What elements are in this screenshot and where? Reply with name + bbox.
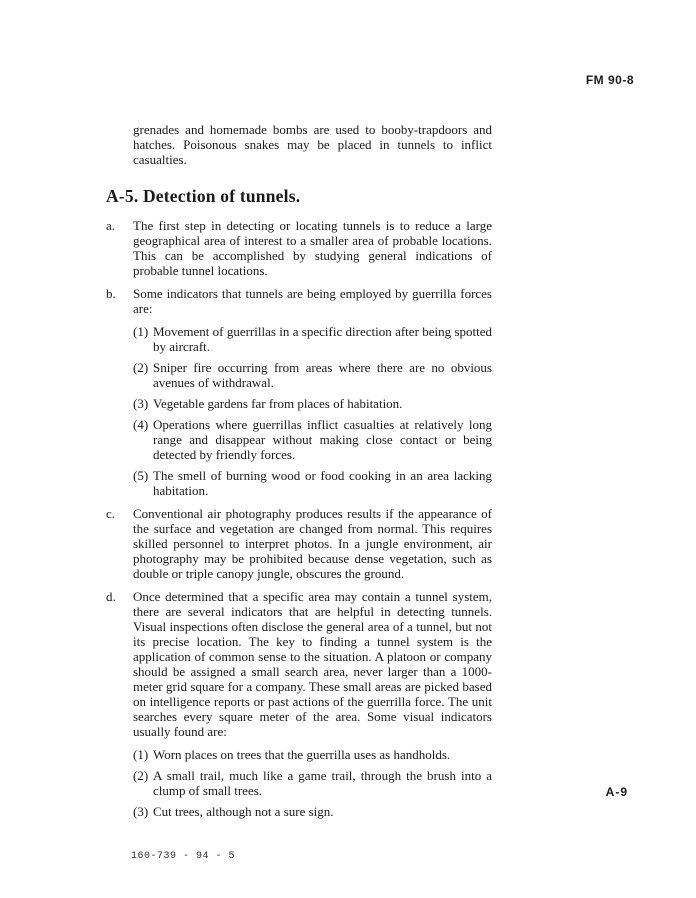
sublist-number: (3) (133, 396, 149, 411)
sublist-text: Worn places on trees that the guerrilla uses as handholds. (153, 747, 451, 762)
sublist-item (133, 396, 492, 411)
sublist-number: (1) (133, 747, 149, 762)
section-heading: A-5. Detection of tunnels. (106, 186, 301, 206)
sublist-number: (1) (133, 324, 149, 339)
sublist-item (133, 360, 492, 390)
print-code: 160-739 - 94 - 5 (131, 851, 236, 862)
item-text: Once determined that a specific area may contain a tunnel system, there are several indicators that are helpful in detecting tunnels. Visual inspections often disclose the general area of a tunnel, but not its precise location. The key to finding a tunnel system is the application of common sense to the situation. A platoon or company should be assigned a small search area, never larger than a 1000-meter grid square for a company. These small areas are picked based on intelligence reports or past actions of the guerrilla force. The unit searches every square meter of the area. Some visual indicators usually found are: (133, 589, 492, 739)
sublist (133, 747, 492, 819)
list-item-c (106, 506, 492, 581)
sublist-item (133, 747, 492, 762)
page-number: A-9 (605, 785, 628, 799)
sublist-item (133, 768, 492, 798)
list-item-a (106, 218, 492, 278)
sublist-text: Vegetable gardens far from places of habitation. (153, 396, 403, 411)
page-content (106, 122, 492, 827)
sublist-text: A small trail, much like a game trail, through the brush into a clump of small trees. (153, 768, 492, 798)
item-letter: c. (106, 506, 116, 521)
sublist-text: Operations where guerrillas inflict casualties at relatively long range and disappear without making close contact or being detected by friendly forces. (153, 417, 492, 462)
sublist-text: The smell of burning wood or food cooking in an area lacking habitation. (153, 468, 492, 498)
sublist-number: (3) (133, 804, 149, 819)
item-text: Some indicators that tunnels are being employed by guerrilla forces are: (133, 286, 492, 316)
sublist-number: (2) (133, 768, 149, 783)
list-item-b (106, 286, 492, 498)
item-text: The first step in detecting or locating tunnels is to reduce a large geographical area of interest to a smaller area of probable locations. This can be accomplished by studying general indications of probable tunnel locations. (133, 218, 492, 278)
sublist-number: (5) (133, 468, 149, 483)
list-item-d (106, 589, 492, 819)
sublist-text: Sniper fire occurring from areas where there are no obvious avenues of withdrawal. (153, 360, 492, 390)
intro-paragraph: grenades and homemade bombs are used to booby-trapdoors and hatches. Poisonous snakes may be placed in tunnels to inflict casualties. (133, 122, 492, 167)
sublist-number: (4) (133, 417, 149, 432)
item-letter: d. (106, 589, 116, 604)
item-text: Conventional air photography produces results if the appearance of the surface and vegetation are changed from normal. This requires skilled personnel to interpret photos. In a jungle environment, air photography may be prohibited because dense vegetation, such as double or triple canopy jungle, obscures the ground. (133, 506, 492, 581)
sublist-item (133, 324, 492, 354)
sublist-item (133, 804, 492, 819)
sublist-item (133, 417, 492, 462)
item-letter: b. (106, 286, 116, 301)
item-letter: a. (106, 218, 116, 233)
document-code: FM 90-8 (585, 73, 634, 87)
sublist-number: (2) (133, 360, 149, 375)
sublist-item (133, 468, 492, 498)
sublist (133, 324, 492, 498)
sublist-text: Movement of guerrillas in a specific direction after being spotted by aircraft. (153, 324, 492, 354)
sublist-text: Cut trees, although not a sure sign. (153, 804, 334, 819)
